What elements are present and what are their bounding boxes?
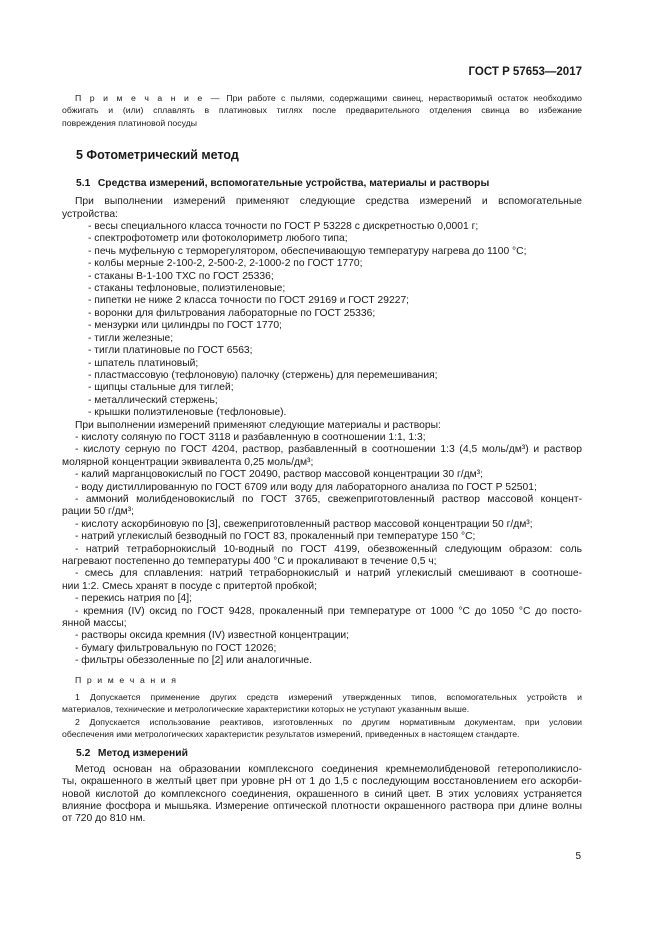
equipment-item: - воронки для фильтрования лабораторные по ГОСТ 25336; (88, 307, 376, 319)
paragraph-line: молярной концентрации эквивалента 0,25 моль/дм³; (62, 456, 314, 468)
paragraph-line: нии 1:2. Смесь хранят в посуде с притертой пробкой; (62, 580, 318, 592)
subsection-5-2-heading (62, 748, 582, 759)
equipment-item: - пластмассовую (тефлоновую) палочку (стержень) для перемешивания; (88, 369, 438, 381)
material-item (62, 531, 582, 543)
paragraph-line: от 720 до 810 нм. (62, 813, 146, 825)
paragraph-line: янной массы; (62, 618, 127, 630)
paragraph-line: - смесь для сплавления: натрий тетраборнокислый и натрий углекислый смешивают в соотноше- (75, 568, 582, 580)
paragraph-line: ты, окрашенного в желтый цвет при уровне рН от 1 до 1,5 с последующим восстановлением его аскорби- (62, 776, 582, 788)
material-item (62, 469, 582, 481)
equipment-item: - весы специального класса точности по ГОСТ Р 53228 с дискретностью 0,0001 г; (88, 221, 479, 233)
equipment-item: - пипетки не ниже 2 класса точности по ГОСТ 29169 и ГОСТ 29227; (88, 295, 410, 307)
document-body (62, 92, 582, 826)
paragraph-line: - аммоний молибденовокислый по ГОСТ 3765, свежеприготовленный раствор массовой концент- (75, 493, 582, 505)
paragraph-line: - воду дистиллированную по ГОСТ 6709 или воду для лабораторного анализа по ГОСТ Р 52501; (75, 481, 537, 493)
paragraph-line: - фильтры обеззоленные по [2] или аналогичные. (75, 655, 312, 667)
subsection-title: Метод измерений (97, 747, 188, 759)
material-item (62, 482, 582, 494)
material-item (62, 444, 582, 469)
paragraph-line: нагревают постепенно до температуры 400 °С и прокаливают в течение 0,5 ч; (62, 556, 437, 567)
note-item (62, 716, 582, 741)
materials-intro: При выполнении измерений применяют следующие материалы и растворы: (75, 419, 441, 431)
paragraph-line: устройства: (62, 208, 118, 220)
material-item (62, 568, 582, 593)
spacer (62, 189, 582, 196)
page-number: 5 (575, 851, 581, 862)
equipment-item: - шпатель платиновый; (88, 357, 199, 369)
equipment-item: - стаканы тефлоновые, полиэтиленовые; (88, 283, 286, 295)
top-note-line: повреждения платиновой посуды (62, 117, 197, 128)
paragraph-line: - кислоту аскорбиновую по [3], свежеприготовленный раствор массовой концентрации 50 г/дм³; (75, 518, 533, 530)
paragraph-line: - кремния (IV) оксид по ГОСТ 9428, прокаленный при температуре от 1000 °С до 1050 °С до посто- (75, 605, 582, 617)
paragraph-line: Метод основан на образовании комплексного соединения кремнемолибденовой гетерополикисло- (75, 763, 582, 775)
paragraph-line: - натрий углекислый безводный по ГОСТ 83, прокаленный при температуре 150 °С; (75, 531, 476, 543)
material-item (62, 606, 582, 631)
paragraph-line: обеспечения ими метрологических характеристик результатов измерений, приведенных в настоящем стандарте. (62, 729, 520, 740)
paragraph-line: - калий марганцовокислый по ГОСТ 20490, раствор массовой концентрации 30 г/дм³; (75, 469, 483, 481)
top-note (62, 92, 582, 129)
notes-label: П р и м е ч а н и я (75, 674, 178, 685)
equipment-item: - щипцы стальные для тиглей; (88, 382, 234, 394)
paragraph-line: новой кислотой до комплексного соединения, окрашенного в синий цвет. В этих условиях устраняется (62, 788, 582, 800)
material-item (62, 643, 582, 655)
equipment-item: - тигли платиновые по ГОСТ 6563; (88, 345, 253, 357)
material-item (62, 630, 582, 642)
material-item (62, 544, 582, 569)
paragraph-line: - натрий тетраборнокислый 10-водный по ГОСТ 4199, обезвоженный следующим образом: соль (75, 543, 582, 555)
equipment-item: - печь муфельную с терморегулятором, обеспечивающую температуру нагрева до 1100 °С; (88, 245, 527, 257)
paragraph-line: - кислоту соляную по ГОСТ 3118 и разбавленную в соотношении 1:1, 1:3; (75, 431, 426, 443)
paragraph-line: влияние фосфора и мышьяка. Измерение оптической плотности окрашенного раствора при длине волны (62, 800, 582, 812)
material-item (62, 432, 582, 444)
materials-list (62, 432, 582, 668)
top-note-line: обжигать и (или) сплавлять в платиновых тиглях после предварительного отделения свинца во избежание (62, 105, 582, 116)
top-note-line: П р и м е ч а н и е — При работе с пылями, содержащими свинец, нерастворимый остаток необходимо (75, 93, 583, 103)
equipment-item: - спектрофотометр или фотоколориметр любого типа; (88, 233, 348, 245)
material-item (62, 593, 582, 605)
material-item (62, 519, 582, 531)
section-5-heading: 5 Фотометрический метод (76, 148, 239, 163)
equipment-item: - колбы мерные 2-100-2, 2-500-2, 2-1000-2 по ГОСТ 1770; (88, 258, 363, 270)
spacer (62, 741, 582, 748)
subsection-number: 5.2 (76, 747, 91, 759)
paragraph-line: - бумагу фильтровальную по ГОСТ 12026; (75, 642, 277, 654)
equipment-item: - мензурки или цилиндры по ГОСТ 1770; (88, 320, 282, 332)
note-item (62, 691, 582, 716)
equipment-item: - стаканы В-1-100 ТХС по ГОСТ 25336; (88, 270, 274, 282)
paragraph-line: При выполнении измерений применяют следующие средства измерений и вспомогательные (75, 196, 582, 208)
method-paragraph (62, 764, 582, 826)
paragraph-line: 1 Допускается применение других средств измерений утвержденных типов, вспомогательных устройств и (75, 692, 582, 703)
equipment-list (62, 221, 582, 420)
subsection-5-1-heading (62, 178, 582, 189)
equipment-item: - тигли железные; (88, 332, 174, 344)
paragraph-line: - перекись натрия по [4]; (75, 593, 192, 605)
paragraph-line: материалов, технические и метрологические характеристики которых не уступают указанным выше. (62, 704, 470, 715)
notes-list (62, 691, 582, 741)
equipment-item: - металлический стержень; (88, 394, 218, 406)
paragraph-line: - кислоту серную по ГОСТ 4204, раствор, разбавленный в соотношении 1:3 (4,5 моль/дм³) и раствор (75, 444, 582, 456)
subsection-title: Средства измерений, вспомогательные устройства, материалы и растворы (97, 178, 490, 190)
paragraph-line: рации 50 г/дм³; (62, 506, 135, 518)
subsection-number: 5.1 (76, 178, 91, 190)
material-item (62, 494, 582, 519)
equipment-item: - крышки полиэтиленовые (тефлоновые). (88, 407, 287, 419)
paragraph-line: 2 Допускается использование реактивов, изготовленных по другим нормативным документам, при условии (75, 716, 582, 727)
paragraph-line: - растворы оксида кремния (IV) известной концентрации; (75, 630, 349, 642)
top-note-label: П р и м е ч а н и е — (75, 93, 222, 103)
material-item (62, 655, 582, 667)
document-code: ГОСТ Р 57653—2017 (468, 66, 582, 78)
